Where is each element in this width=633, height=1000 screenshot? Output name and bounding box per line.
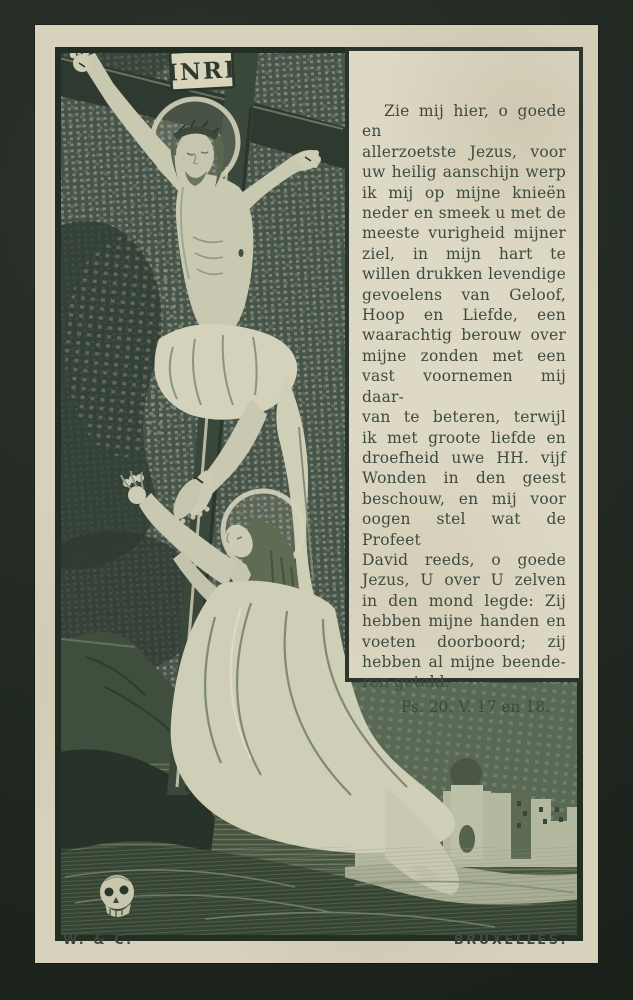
prayer-line: mijne zonden met een (362, 346, 566, 365)
memorial-card (35, 25, 598, 963)
christ-head (176, 131, 214, 179)
prayer-text (362, 101, 566, 693)
prayer-line: ziel, in mijn hart te (362, 244, 566, 263)
inri-sign (166, 49, 238, 91)
prayer-line: beschouw, en mij voor (362, 489, 566, 508)
prayer-line: Jezus, U over U zelven (362, 571, 566, 590)
prayer-line: van te beteren, terwijl (362, 408, 566, 427)
prayer-line: David reeds, o goede (362, 550, 566, 569)
foreground-ground (55, 846, 583, 941)
prayer-line: neder en smeek u met de (362, 204, 566, 223)
printer-credits (63, 933, 568, 948)
prayer-line: vast voornemen mij daar- (362, 367, 566, 406)
inri-text: INRI (166, 56, 238, 87)
prayer-line: in den mond legde: Zij (362, 591, 566, 610)
prayer-line: waarachtig berouw over (362, 326, 566, 345)
psalm-citation: Ps. 20. V. 17 en 18. (400, 697, 550, 716)
prayer-line: ik met groote liefde en (362, 428, 566, 447)
prayer-line: hebben al mijne beende- (362, 652, 566, 671)
prayer-line: Zie mij hier, o goede en (362, 102, 566, 141)
prayer-line: gevoelens van Geloof, (362, 285, 566, 304)
prayer-panel (345, 47, 583, 716)
prayer-line: uw heilig aanschijn werp (362, 163, 566, 182)
prayer-line: willen drukken levendige (362, 265, 566, 284)
prayer-line: Wonden in den geest (362, 469, 566, 488)
prayer-line: oogen stel wat de Profeet (362, 510, 566, 549)
prayer-line: meeste vurigheid mijner (362, 224, 566, 243)
prayer-line: ik mij op mijne knieën (362, 183, 566, 202)
prayer-line: ren geteld. (362, 673, 450, 692)
prayer-line: voeten doorboord; zij (362, 632, 566, 651)
prayer-line: Hoop en Liefde, een (362, 306, 566, 325)
printer-credit-left: W. & C. (63, 933, 134, 948)
prayer-line: allerzoetste Jezus, voor (362, 142, 566, 161)
prayer-line: hebben mijne handen en (362, 612, 566, 631)
prayer-line: droefheid uwe HH. vijf (362, 448, 566, 467)
printer-credit-right: BRUXELLES. (453, 933, 568, 948)
